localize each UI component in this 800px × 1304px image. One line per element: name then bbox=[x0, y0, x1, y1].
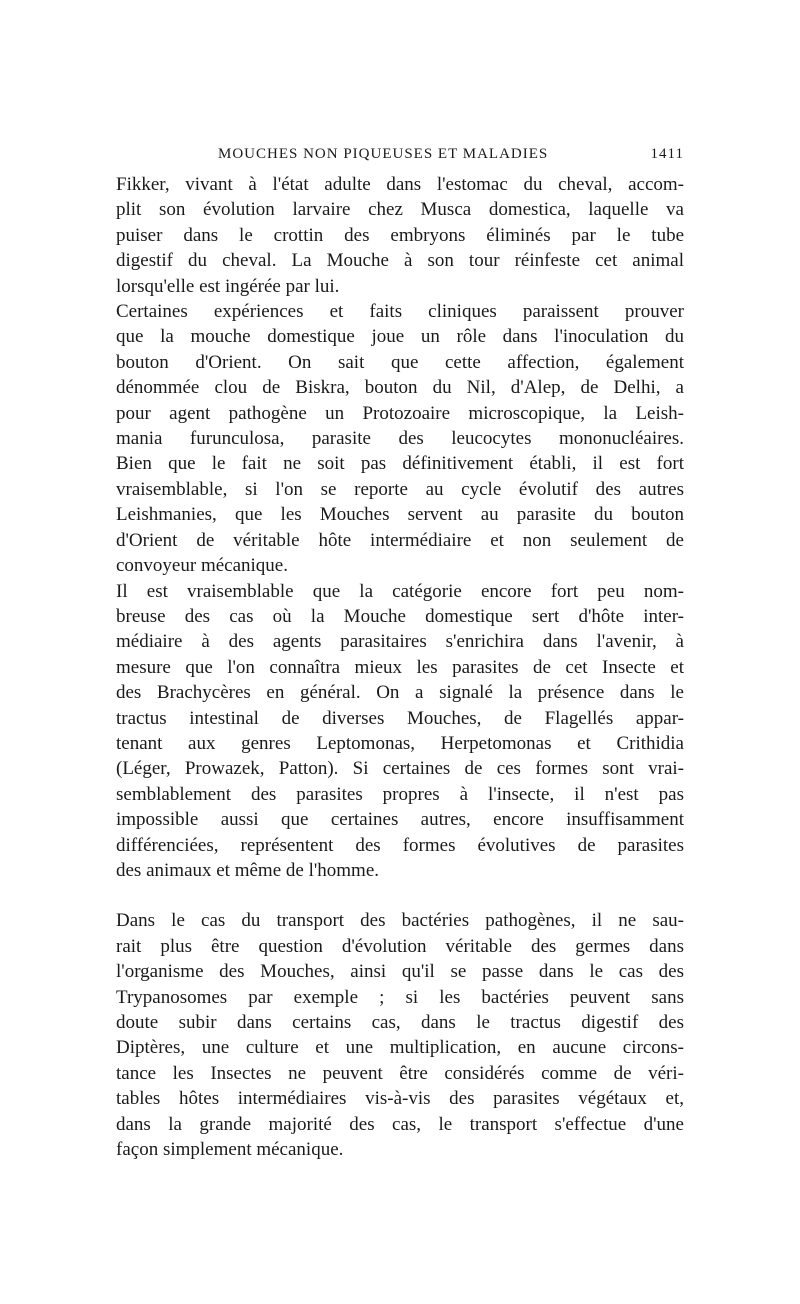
text-line: des animaux et même de l'homme. bbox=[116, 859, 380, 881]
text-line: différenciées, représentent des formes évolutives de parasites bbox=[116, 834, 684, 856]
running-title: MOUCHES NON PIQUEUSES ET MALADIES bbox=[218, 146, 549, 162]
text-line: tables hôtes intermédiaires vis-à-vis des parasites végétaux et, bbox=[116, 1088, 684, 1110]
paragraph-2 bbox=[116, 299, 684, 578]
text-line: tance les Insectes ne peuvent être considérés comme de véri- bbox=[116, 1062, 684, 1084]
paragraph-1 bbox=[116, 172, 684, 299]
text-line: dans la grande majorité des cas, le transport s'effectue d'une bbox=[116, 1113, 684, 1135]
page-header bbox=[116, 146, 684, 172]
text-line: mesure que l'on connaîtra mieux les parasites de cet Insecte et bbox=[116, 656, 684, 678]
text-line: Bien que le fait ne soit pas définitivement établi, il est fort bbox=[116, 453, 684, 475]
text-line: semblablement des parasites propres à l'insecte, il n'est pas bbox=[116, 783, 684, 805]
text-line: d'Orient de véritable hôte intermédiaire et non seulement de bbox=[116, 529, 684, 551]
text-line: Diptères, une culture et une multiplication, en aucune circons- bbox=[116, 1037, 684, 1059]
book-page bbox=[116, 146, 684, 1162]
text-line: tenant aux genres Leptomonas, Herpetomonas et Crithidia bbox=[116, 732, 684, 754]
text-line: vraisemblable, si l'on se reporte au cycle évolutif des autres bbox=[116, 478, 684, 500]
paragraph-4 bbox=[116, 908, 684, 1162]
text-line: rait plus être question d'évolution véritable des germes dans bbox=[116, 935, 684, 957]
paragraph-spacer bbox=[116, 883, 684, 908]
text-line: puiser dans le crottin des embryons éliminés par le tube bbox=[116, 224, 684, 246]
text-line: lorsqu'elle est ingérée par lui. bbox=[116, 275, 340, 297]
text-line: Il est vraisemblable que la catégorie encore fort peu nom- bbox=[116, 580, 684, 602]
text-line: (Léger, Prowazek, Patton). Si certaines de ces formes sont vrai- bbox=[116, 758, 684, 780]
text-line: Fikker, vivant à l'état adulte dans l'estomac du cheval, accom- bbox=[116, 174, 684, 195]
text-line: digestif du cheval. La Mouche à son tour réinfeste cet animal bbox=[116, 250, 684, 272]
text-line: mania furunculosa, parasite des leucocytes mononucléaires. bbox=[116, 428, 684, 450]
text-line: l'organisme des Mouches, ainsi qu'il se passe dans le cas des bbox=[116, 961, 684, 983]
text-line: que la mouche domestique joue un rôle dans l'inoculation du bbox=[116, 326, 684, 348]
text-line: plit son évolution larvaire chez Musca domestica, laquelle va bbox=[116, 199, 684, 221]
text-line: Certaines expériences et faits cliniques paraissent prouver bbox=[116, 301, 684, 323]
text-line: impossible aussi que certaines autres, encore insuffisamment bbox=[116, 809, 684, 831]
text-line: tractus intestinal de diverses Mouches, de Flagellés appar- bbox=[116, 707, 684, 729]
text-line: Dans le cas du transport des bactéries pathogènes, il ne sau- bbox=[116, 910, 684, 932]
page-number: 1411 bbox=[650, 146, 684, 162]
paragraph-3 bbox=[116, 579, 684, 884]
text-line: médiaire à des agents parasitaires s'enrichira dans l'avenir, à bbox=[116, 631, 684, 653]
text-line: Trypanosomes par exemple ; si les bactéries peuvent sans bbox=[116, 986, 684, 1008]
text-line: dénommée clou de Biskra, bouton du Nil, d'Alep, de Delhi, a bbox=[116, 377, 684, 399]
text-line: convoyeur mécanique. bbox=[116, 555, 288, 577]
text-line: des Brachycères en général. On a signalé la présence dans le bbox=[116, 682, 684, 704]
text-line: doute subir dans certains cas, dans le tractus digestif des bbox=[116, 1012, 684, 1033]
text-line: façon simplement mécanique. bbox=[116, 1139, 344, 1161]
text-line: bouton d'Orient. On sait que cette affection, également bbox=[116, 351, 684, 373]
text-line: pour agent pathogène un Protozoaire microscopique, la Leish- bbox=[116, 402, 684, 424]
text-line: breuse des cas où la Mouche domestique sert d'hôte inter- bbox=[116, 605, 684, 627]
text-line: Leishmanies, que les Mouches servent au parasite du bouton bbox=[116, 504, 684, 526]
